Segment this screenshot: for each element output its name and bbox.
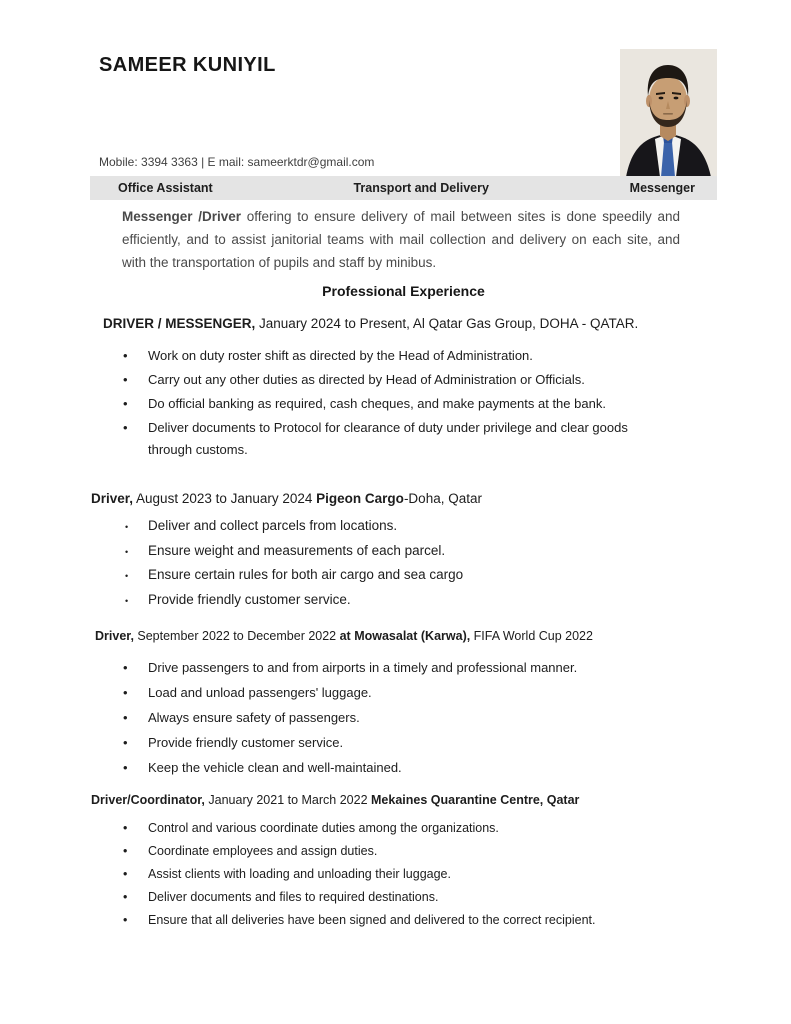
bullet-item: • Deliver and collect parcels from locations.	[122, 514, 662, 539]
experience-bullet-list	[122, 514, 662, 612]
heading-company: Pigeon Cargo	[316, 491, 404, 506]
bullet-item: • Ensure weight and measurements of each parcel.	[122, 539, 662, 564]
bullet-item: • Ensure certain rules for both air cargo and sea cargo	[122, 563, 662, 588]
portrait-photo-graphic	[620, 49, 717, 177]
heading-company: at Mowasalat (Karwa),	[339, 629, 471, 643]
experience-heading	[91, 491, 662, 506]
heading-dates: September 2022 to December 2022	[133, 629, 340, 643]
profile-summary	[122, 205, 680, 274]
heading-role: Driver/Coordinator,	[91, 793, 205, 807]
roles-bar	[90, 176, 717, 200]
bullet-item: • Do official banking as required, cash cheques, and make payments at the bank.	[122, 393, 647, 415]
bullet-item: • Provide friendly customer service.	[122, 730, 667, 755]
experience-bullet-list	[122, 817, 667, 932]
heading-company: Mekaines Quarantine Centre, Qatar	[371, 793, 580, 807]
bullet-item: • Deliver documents to Protocol for clearance of duty under privilege and clear goods through customs.	[122, 417, 647, 461]
heading-dates: August 2023 to January 2024	[133, 491, 317, 506]
bullet-item: • Carry out any other duties as directed by Head of Administration or Officials.	[122, 369, 647, 391]
bullet-item: • Load and unload passengers' luggage.	[122, 680, 667, 705]
bullet-item: • Always ensure safety of passengers.	[122, 705, 667, 730]
heading-detail: January 2024 to Present, Al Qatar Gas Group, DOHA - QATAR.	[255, 316, 639, 331]
heading-event: FIFA World Cup 2022	[470, 629, 593, 643]
bullet-item: • Drive passengers to and from airports in a timely and professional manner.	[122, 655, 667, 680]
candidate-name: SAMEER KUNIYIL	[99, 54, 276, 76]
heading-role: DRIVER / MESSENGER,	[103, 316, 256, 331]
experience-heading	[95, 629, 667, 643]
summary-text: offering to ensure delivery of mail between sites is done speedily and efficiently, and to assist janitorial teams with mail collection and delivery on each site, and with the transportation of pupils and staff by minibus.	[122, 209, 680, 270]
experience-driver-mowasalat	[95, 629, 667, 780]
summary-lead: Messenger /Driver	[122, 209, 242, 224]
bullet-item: • Coordinate employees and assign duties.	[122, 840, 667, 863]
bullet-item: • Keep the vehicle clean and well-maintained.	[122, 755, 667, 780]
portrait-photo	[620, 49, 717, 177]
experience-driver-coordinator-mekaines	[91, 793, 667, 932]
experience-heading	[91, 793, 667, 807]
experience-driver-messenger	[103, 316, 647, 463]
heading-location: -Doha, Qatar	[403, 491, 482, 506]
section-title-professional-experience: Professional Experience	[322, 283, 485, 299]
heading-dates: January 2021 to March 2022	[204, 793, 371, 807]
bullet-item: • Provide friendly customer service.	[122, 588, 662, 613]
role-transport-and-delivery: Transport and Delivery	[353, 181, 489, 195]
bullet-item: • Deliver documents and files to required destinations.	[122, 886, 667, 909]
bullet-item: • Assist clients with loading and unloading their luggage.	[122, 863, 667, 886]
role-messenger: Messenger	[629, 181, 695, 195]
heading-role: Driver,	[91, 491, 134, 506]
bullet-item: • Work on duty roster shift as directed by the Head of Administration.	[122, 345, 647, 367]
experience-bullet-list	[122, 655, 667, 780]
contact-line: Mobile: 3394 3363 | E mail: sameerktdr@gmail.com	[99, 155, 375, 169]
role-office-assistant: Office Assistant	[118, 181, 213, 195]
heading-role: Driver,	[95, 629, 134, 643]
experience-heading	[103, 316, 647, 331]
experience-bullet-list	[122, 345, 647, 461]
bullet-item: • Control and various coordinate duties among the organizations.	[122, 817, 667, 840]
experience-driver-pigeon-cargo	[91, 491, 662, 612]
bullet-item: • Ensure that all deliveries have been signed and delivered to the correct recipient.	[122, 909, 667, 932]
